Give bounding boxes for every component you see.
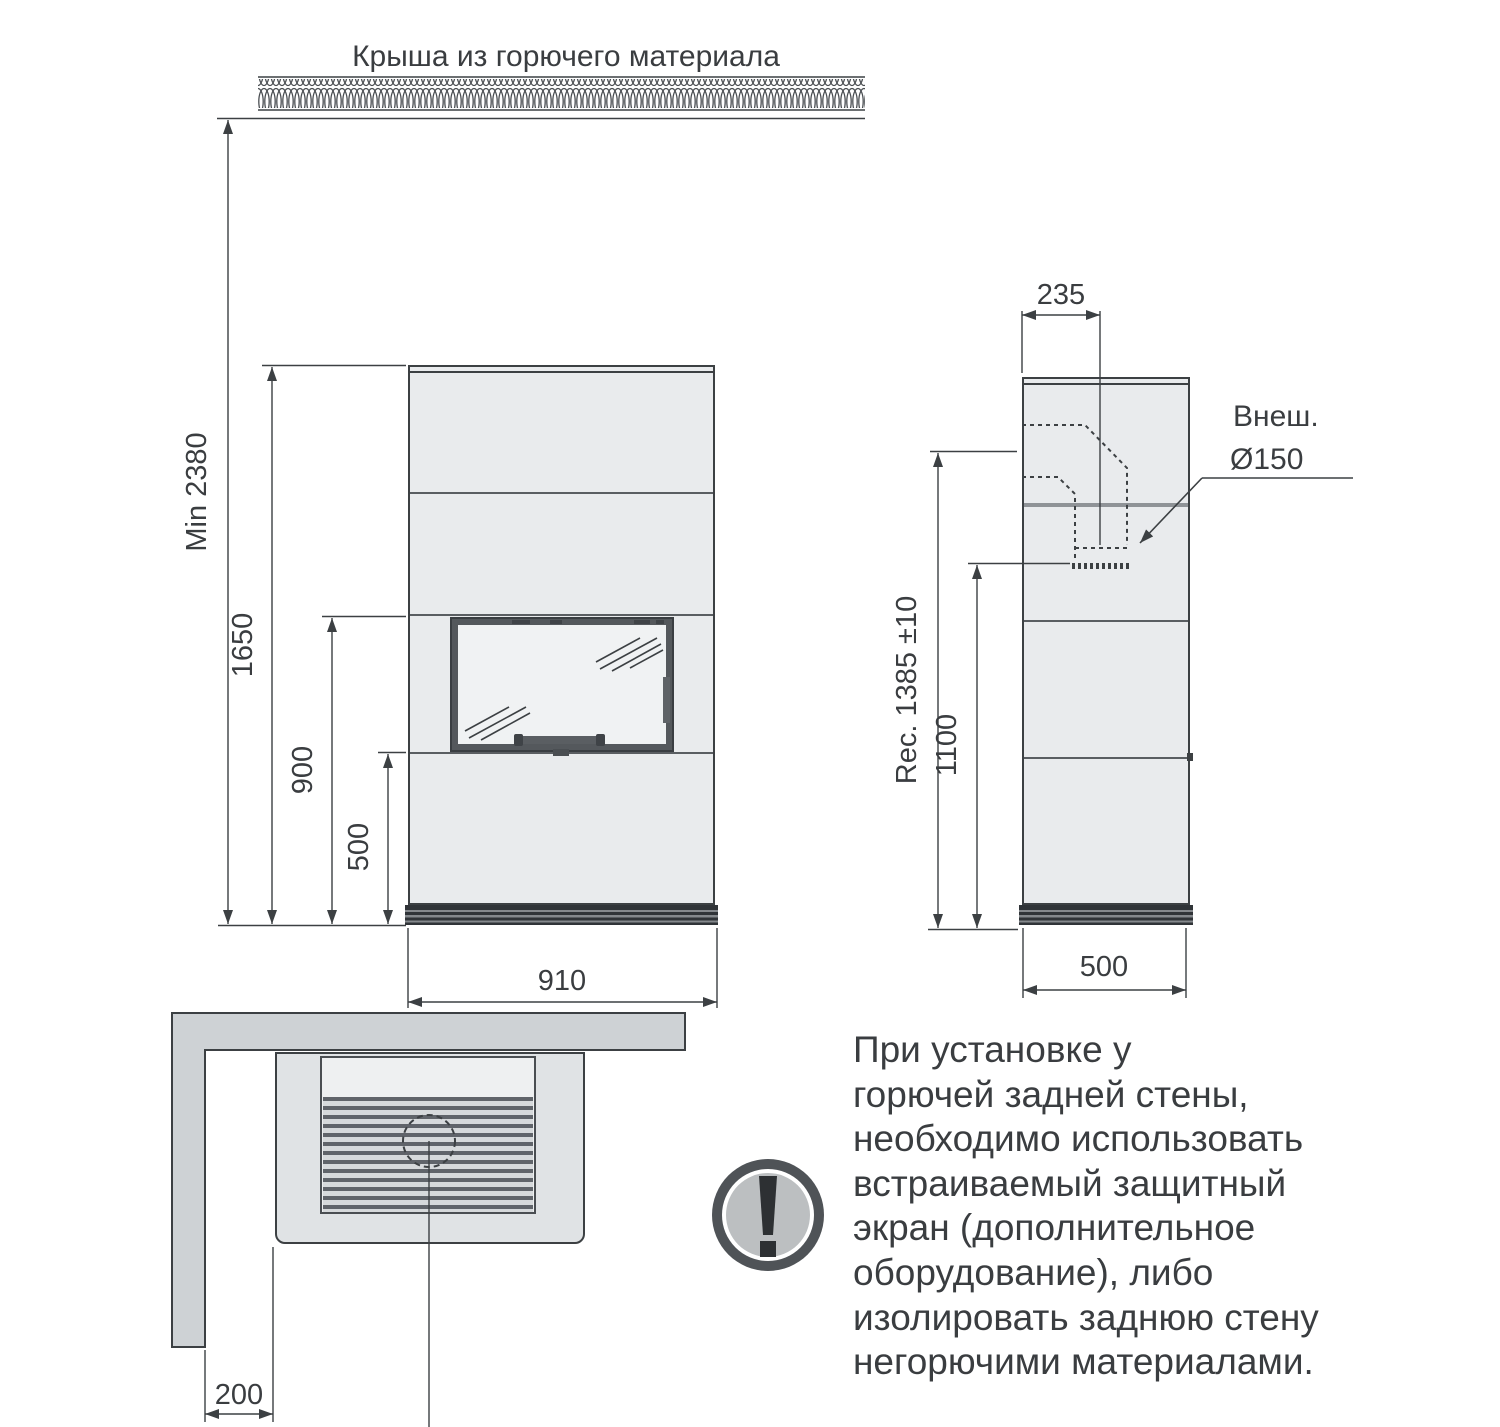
roof-band (217, 77, 865, 119)
glass-reflections (465, 638, 663, 740)
flue-label-line2: Ø150 (1230, 443, 1304, 476)
warning-line: экран (дополнительное (853, 1207, 1256, 1249)
flue-dashed-pipe (1022, 425, 1130, 566)
dim-1100: 1100 (931, 713, 963, 777)
warning-line: оборудование), либо (853, 1251, 1214, 1293)
roof-label: Крыша из горючего материала (352, 40, 780, 73)
flue-leader (1140, 478, 1353, 543)
dim-900: 900 (287, 745, 319, 795)
side-dimensions (928, 311, 1186, 998)
flue-label-line1: Внеш. (1233, 400, 1319, 433)
front-dimensions (218, 120, 717, 1008)
dim-910: 910 (537, 965, 587, 997)
dim-500-side: 500 (1079, 951, 1129, 983)
warning-line: горючей задней стены, (853, 1073, 1249, 1115)
dim-500-front: 500 (343, 822, 375, 872)
dim-235: 235 (1036, 279, 1086, 311)
dim-rec-1385: Rec. 1385 ±10 (891, 595, 923, 785)
dim-1650: 1650 (227, 612, 259, 678)
warning-line: необходимо использовать (853, 1118, 1304, 1160)
warning-line: встраиваемый защитный (853, 1162, 1287, 1204)
warning-line: При установке у (853, 1029, 1132, 1070)
warning-line: изолировать заднюю стену (853, 1296, 1319, 1338)
warning-line: негорючими материалами. (853, 1341, 1314, 1383)
dim-min-2380: Min 2380 (181, 432, 213, 552)
dim-200: 200 (214, 1379, 264, 1411)
